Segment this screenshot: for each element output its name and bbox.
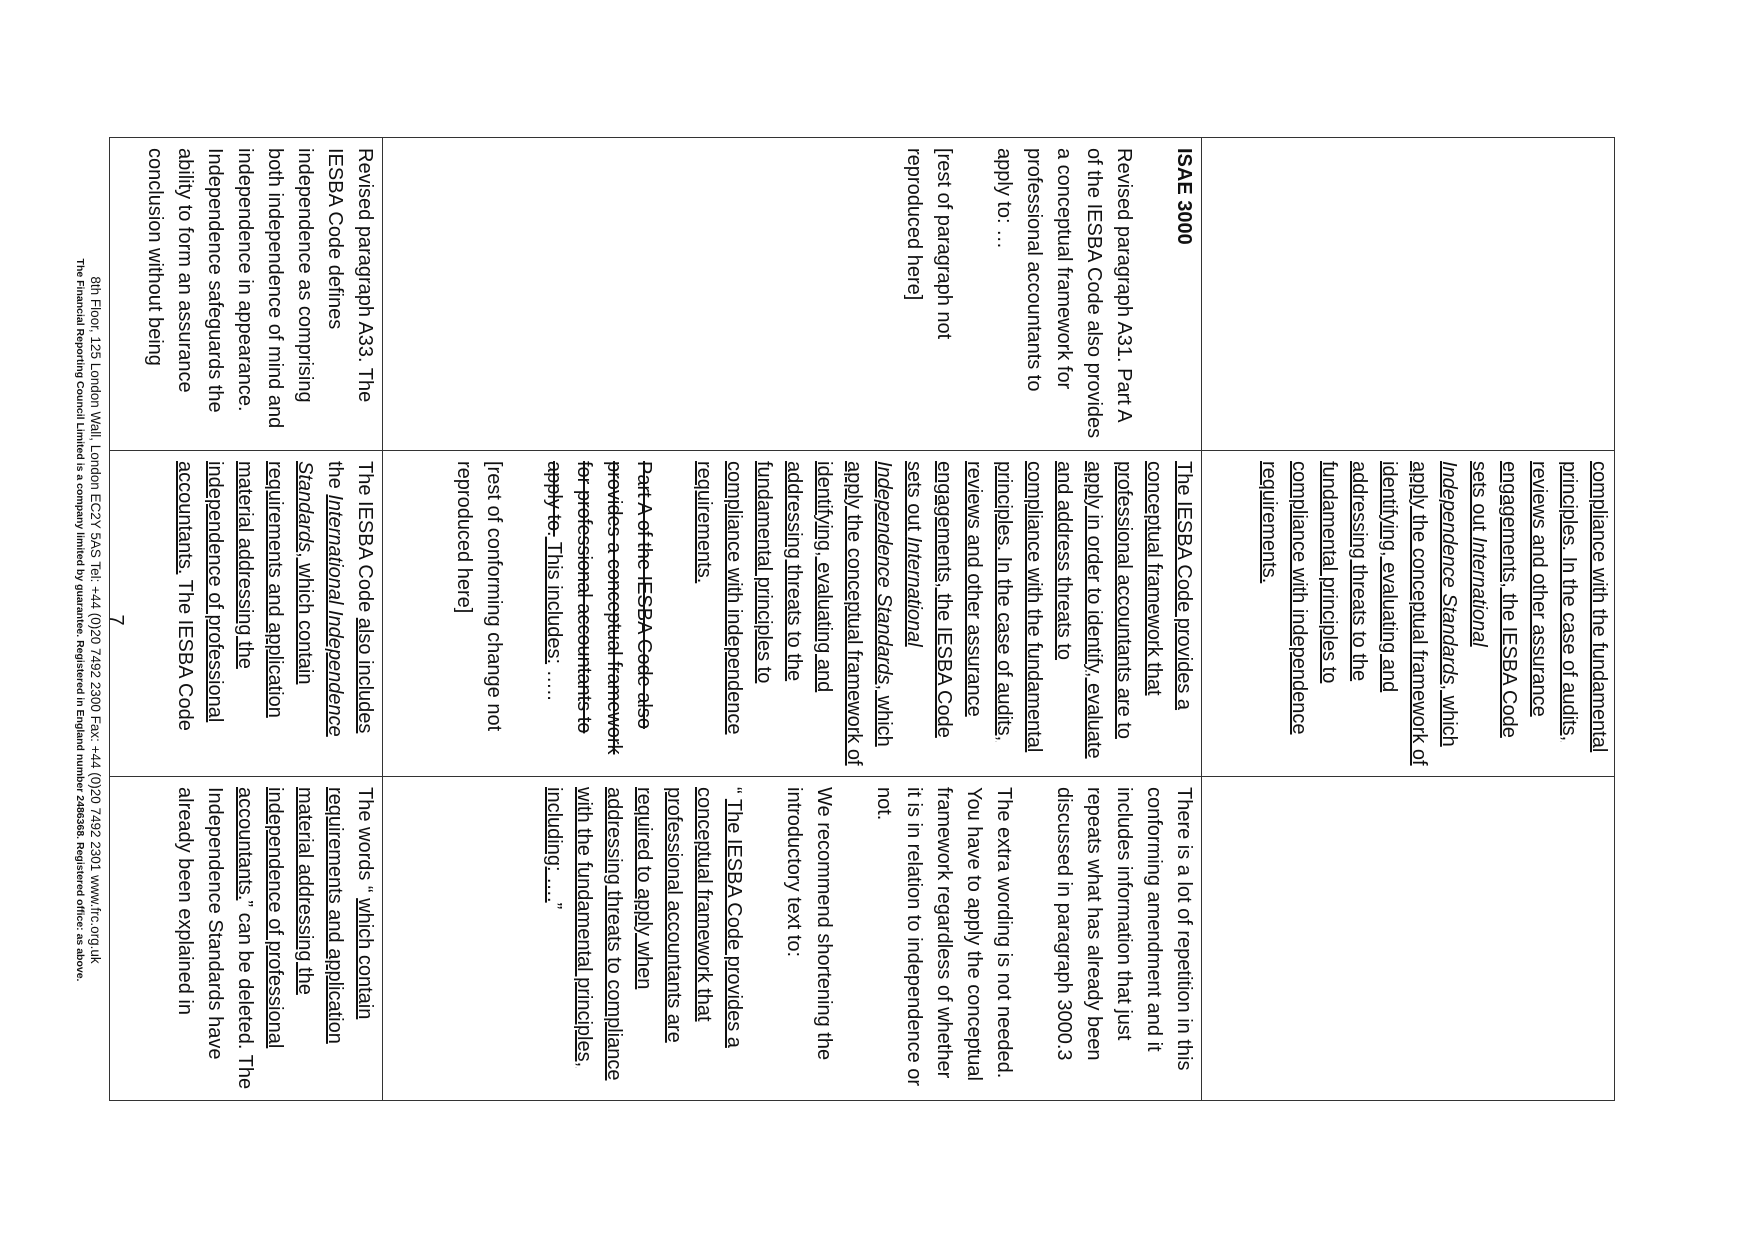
paragraph	[170, 461, 380, 766]
paragraph	[1254, 461, 1614, 766]
text-run: The words “	[354, 787, 376, 899]
text-run: The IESBA Code	[354, 461, 376, 618]
paragraph	[989, 148, 1139, 440]
text-run: International Independence Standards	[1438, 461, 1490, 685]
text-run: This includes:	[543, 536, 565, 665]
text-run: Revised paragraph A31. Part A of the IESBA Code also provides a conceptual framework for professional accountants to apply to: …	[993, 148, 1135, 439]
text-run: the	[324, 461, 346, 495]
text-run: compliance with the fundamental principles. In the case of audits, reviews and other assurance engagements, the IESBA Code sets out	[1468, 461, 1610, 753]
paragraph	[170, 787, 380, 1090]
text-run: ”	[543, 902, 565, 910]
text-run: Revised paragraph A33. The IESBA Code defines independence as comprising both independence of mind and independence in appearance. Independence safeguards the ability to form an assurance conclusion without being	[144, 148, 376, 429]
paragraph	[539, 787, 749, 1090]
text-run: International Independence Standards	[294, 461, 346, 737]
text-run: The IESBA Code provides a conceptual framework that professional accountants are to apply in order to identify, evaluate and address threats to compliance with the fundamental principles. In the case of audits, reviews and other assurance engagements, the IESBA Code sets out	[903, 461, 1195, 759]
table-row	[1202, 138, 1615, 1101]
text-run: , which apply the conceptual framework of identifying, evaluating and addressing threats to the fundamental principles to compliance with independence requirements.	[693, 461, 895, 766]
text-run: “	[723, 787, 745, 799]
text-run: which contain requirements and application material addressing the independence of professional accountants.	[234, 787, 376, 1049]
comments-table	[109, 137, 1615, 1101]
page-footer	[73, 0, 126, 1240]
text-run: , which apply the conceptual framework of identifying, evaluating and addressing threats to the fundamental principles to compliance with independence requirements.	[1258, 461, 1460, 766]
conforming-change-cell	[110, 451, 383, 777]
standard-text-cell	[110, 138, 383, 451]
text-run: also includes	[354, 617, 376, 734]
paragraph	[1049, 787, 1199, 1090]
footer-legal: The Financial Reporting Council Limited is a company limited by guarantee. Registered in England number 2486368. Registered office: as above.	[74, 258, 86, 982]
text-run: The IESBA Code	[174, 574, 196, 731]
paragraph	[689, 461, 1199, 766]
footer-address: 8th Floor, 125 London Wall, London EC2Y 5AS Tel: +44 (0)20 7492 2300 Fax: +44 (0)20 7492 2301 www.frc.org.uk	[88, 276, 103, 964]
paragraph	[899, 148, 959, 440]
text-run: [rest of paragraph not reproduced here]	[903, 148, 955, 340]
conforming-change-cell	[1202, 451, 1615, 777]
comment-cell	[1202, 777, 1615, 1101]
text-run: International Independence Standards	[873, 461, 925, 685]
comment-cell	[383, 777, 1202, 1101]
text-run: Part A of the IESBA Code also provides a conceptual framework for professional accountants to apply to.	[543, 461, 655, 755]
page-number: 7	[105, 614, 127, 626]
text-run: There is a lot of repetition in this conforming amendment and it includes information that just repeats what has already been discussed in paragraph 3000.3	[1053, 787, 1195, 1071]
text-run: ISAE 3000	[1173, 148, 1195, 245]
text-run: [rest of conforming change not reproduced here]	[453, 461, 505, 732]
text-run: …..	[543, 664, 565, 701]
paragraph	[779, 787, 839, 1090]
text-run: , which contain requirements and application material addressing the independence of professional accountants.	[174, 461, 316, 723]
paragraph	[539, 461, 659, 766]
paragraph	[140, 148, 380, 440]
paragraph	[869, 787, 1019, 1090]
text-run: ” can be deleted. The Independence Standards have already been explained in	[174, 787, 256, 1090]
table-row	[383, 138, 1202, 1101]
standard-text-cell	[1202, 138, 1615, 451]
conforming-change-cell	[383, 451, 1202, 777]
paragraph	[449, 461, 509, 766]
text-run: The extra wording is not needed. You have to apply the conceptual framework regardless of whether it is in relation to independence or not.	[873, 787, 1015, 1087]
text-run: We recommend shortening the introductory text to:	[783, 787, 835, 1061]
paragraph	[1169, 148, 1199, 440]
text-run: The IESBA Code provides a conceptual framework that professional accountants are required to apply when addressing threats to compliance with the fundamental principles, including: ….	[543, 787, 745, 1081]
comment-cell	[110, 777, 383, 1101]
table-row	[110, 138, 383, 1101]
standard-text-cell	[383, 138, 1202, 451]
